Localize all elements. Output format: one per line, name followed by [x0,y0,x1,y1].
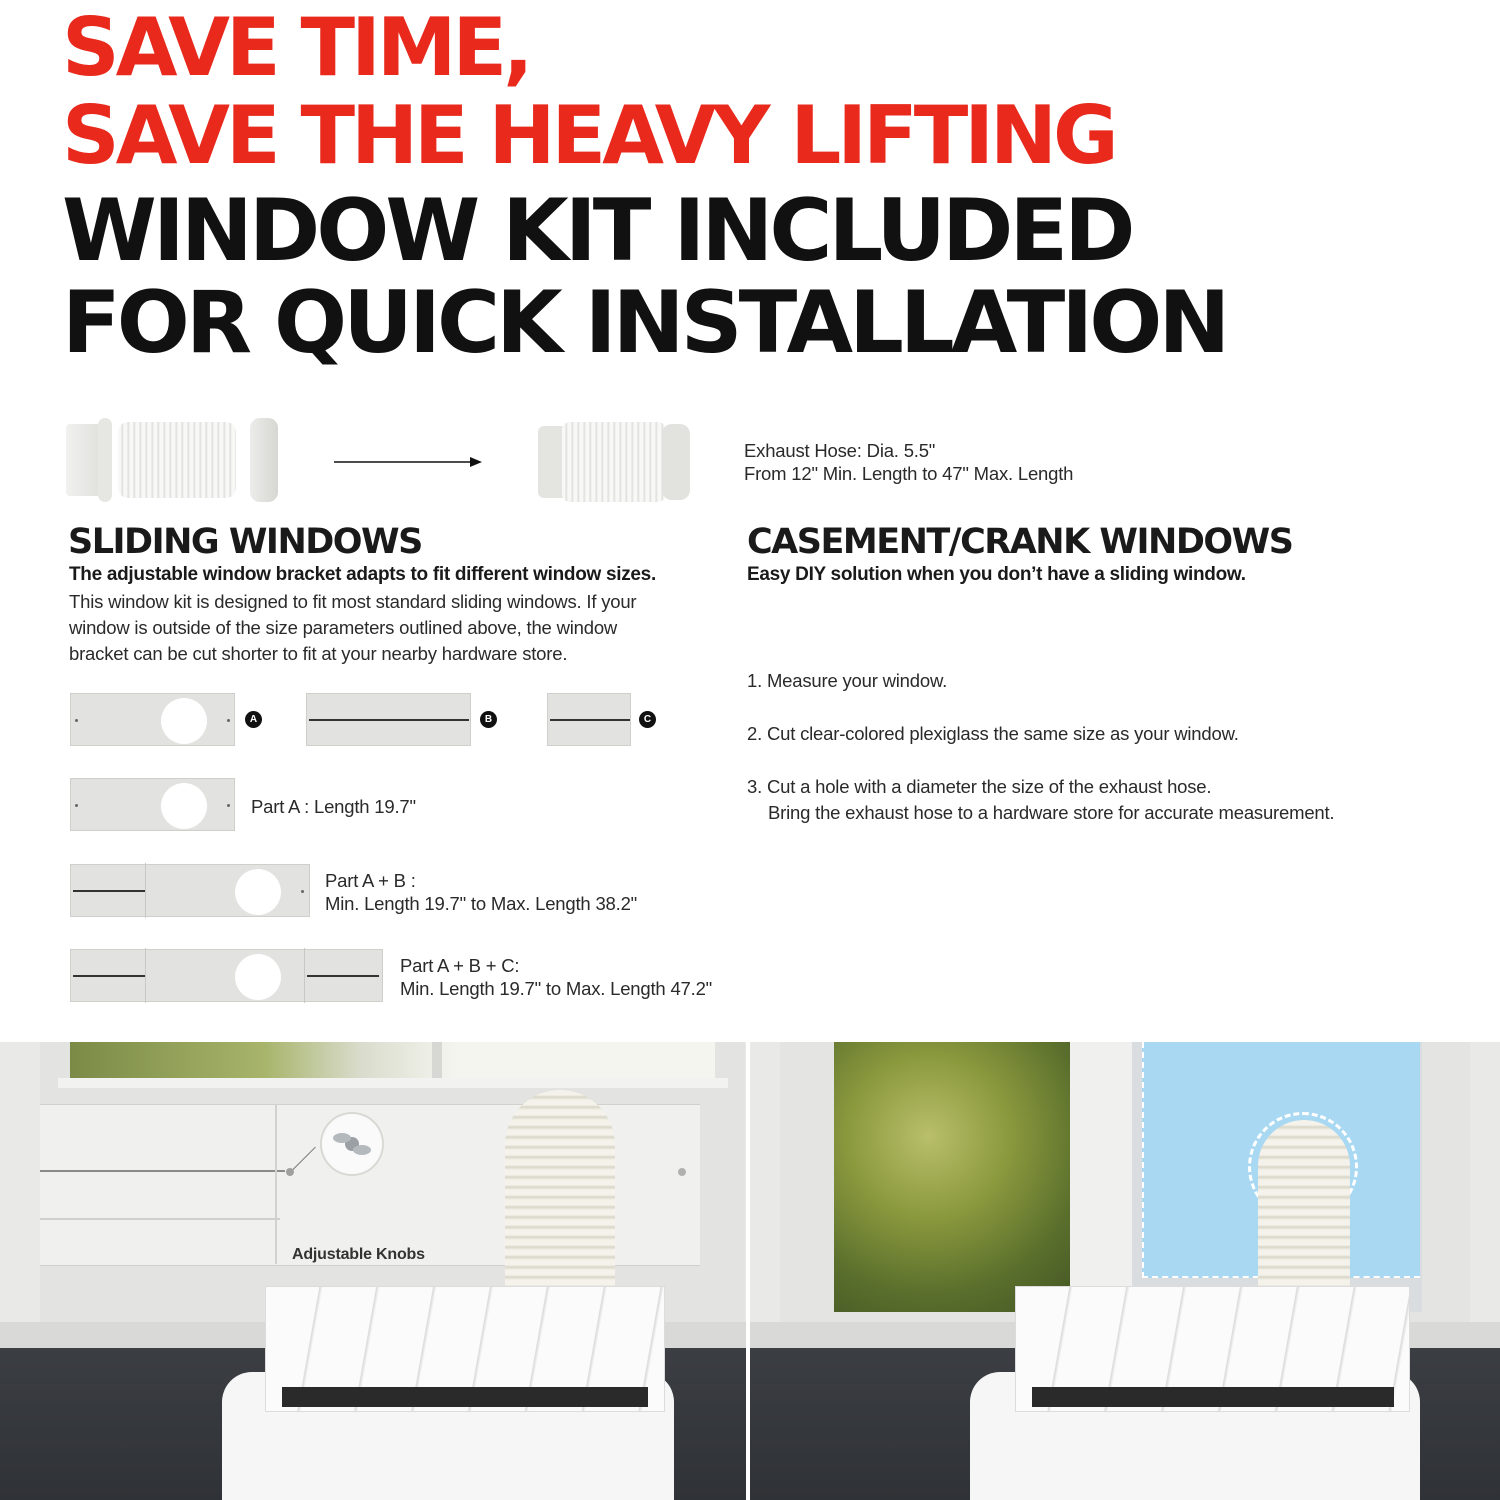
bracket-part-c [547,693,631,746]
arrow-right-icon [334,454,482,464]
hose-body [118,422,236,498]
part-ab-label: Part A + B : [325,870,416,891]
sliding-body-line-2: window is outside of the size parameters outlined above, the window [69,617,618,638]
casement-step-3-note: Bring the exhaust hose to a hardware store for accurate measurement. [768,802,1335,823]
headline-line-4: FOR QUICK INSTALLATION [62,273,1227,373]
window-foliage [70,1042,715,1078]
exhaust-hose-diameter: Exhaust Hose: Dia. 5.5" [744,440,936,461]
bracket-part-a [70,693,235,746]
casement-step-2: 2. Cut clear-colored plexiglass the same size as your window. [747,723,1239,744]
part-ab-length: Min. Length 19.7" to Max. Length 38.2" [325,893,638,914]
window-foliage-right [834,1042,1070,1312]
part-a-label: Part A : Length 19.7" [251,796,416,817]
sliding-body-line-1: This window kit is designed to fit most standard sliding windows. If your [69,591,637,612]
hose-adapter-right [250,418,278,502]
headline-line-1: SAVE TIME, [62,1,530,94]
casement-windows-subtitle: Easy DIY solution when you don’t have a sliding window. [747,564,1246,585]
sliding-windows-subtitle: The adjustable window bracket adapts to fit different window sizes. [69,564,656,585]
badge-a: A [245,711,262,728]
casement-install-photo [750,1042,1500,1500]
bracket-part-a-alone [70,778,235,831]
bracket-part-abc [70,949,383,1002]
casement-step-1: 1. Measure your window. [747,670,948,691]
casement-step-3: 3. Cut a hole with a diameter the size of the exhaust hose. [747,776,1212,797]
headline-line-2: SAVE THE HEAVY LIFTING [62,89,1115,182]
headline-line-3: WINDOW KIT INCLUDED [62,181,1132,281]
part-abc-label: Part A + B + C: [400,955,520,976]
bracket-part-b [306,693,471,746]
bracket-part-ab [70,864,310,917]
sliding-windows-title: SLIDING WINDOWS [68,522,422,562]
badge-c: C [639,711,656,728]
hose-parts-illustration [66,418,706,498]
sliding-install-photo [0,1042,746,1500]
hose-assembled [538,422,694,502]
adjustable-knobs-label: Adjustable Knobs [292,1246,425,1263]
badge-b: B [480,711,497,728]
part-abc-length: Min. Length 19.7" to Max. Length 47.2" [400,978,713,999]
sliding-body-line-3: bracket can be cut shorter to fit at your nearby hardware store. [69,643,568,664]
casement-windows-title: CASEMENT/CRANK WINDOWS [747,522,1293,562]
exhaust-hose-length: From 12" Min. Length to 47" Max. Length [744,463,1074,484]
